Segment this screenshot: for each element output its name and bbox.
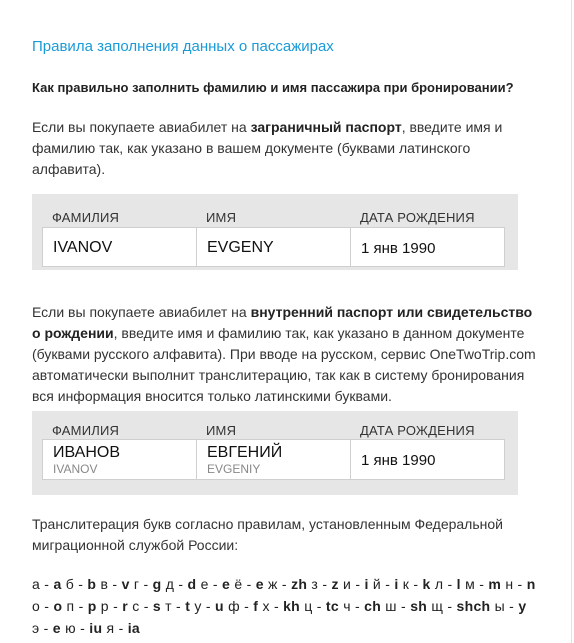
translit-cyrillic: п [66, 598, 75, 614]
translit-cyrillic: ы [494, 598, 505, 614]
translit-pair: н - n [505, 576, 536, 592]
cyrillic-name-sample [32, 411, 518, 495]
birthdate-cell [351, 440, 504, 479]
surname-latin-value: IVANOV [53, 462, 98, 476]
translit-pair: к - k [402, 576, 431, 592]
foreign-passport-paragraph: Если вы покупаете авиабилет на заграничный паспорт, введите имя и фамилию так, как указано в вашем документе (буквами латинского алфавита). [32, 119, 503, 177]
translit-cyrillic: р [100, 598, 109, 614]
translit-pair: с - s [132, 598, 161, 614]
translit-latin: v [121, 576, 130, 592]
surname-value: IVANOV [53, 239, 113, 256]
translit-pair: л - l [434, 576, 461, 592]
translit-pair: щ - shch [431, 598, 491, 614]
translit-latin: i [394, 576, 399, 592]
question-heading: Как правильно заполнить фамилию и имя пассажира при бронировании? [32, 80, 514, 95]
translit-latin: k [422, 576, 431, 592]
translit-latin: r [122, 598, 128, 614]
translit-latin: g [152, 576, 162, 592]
surname-cell [43, 440, 197, 479]
translit-cyrillic: я [106, 620, 115, 636]
sample-headers [32, 423, 518, 437]
translit-cyrillic: щ [431, 598, 444, 614]
surname-header: ФАМИЛИЯ [52, 210, 120, 225]
translit-cyrillic: е [200, 576, 209, 592]
translit-cyrillic: в [100, 576, 109, 592]
translit-latin: kh [283, 598, 301, 614]
translit-cyrillic: о [32, 598, 41, 614]
translit-cyrillic: д [165, 576, 175, 592]
translit-latin: f [253, 598, 259, 614]
translit-pair: п - p [66, 598, 97, 614]
birthdate-header: ДАТА РОЖДЕНИЯ [360, 210, 475, 225]
translit-pair: ч - ch [343, 598, 382, 614]
translit-cyrillic: ж [268, 576, 278, 592]
translit-latin: b [87, 576, 97, 592]
domestic-passport-paragraph: Если вы покупаете авиабилет на внутренний паспорт или свидетельство о рождении, введите имя и фамилию так, как указано в данном документе (буквами русского алфавита). При вводе на русском, сервис OneTwoTrip.com автоматически выполнит транслитерацию, так как в систему бронирования вся информация вносится только латинскими буквами. [32, 304, 536, 404]
translit-latin: o [53, 598, 63, 614]
foreign-passport-emphasis: заграничный паспорт [250, 119, 402, 135]
translit-cyrillic: а [32, 576, 41, 592]
translit-cyrillic: и [343, 576, 352, 592]
translit-cyrillic: т [165, 598, 172, 614]
birthdate-value: 1 янв 1990 [361, 452, 436, 469]
translit-latin: z [331, 576, 339, 592]
translit-cyrillic: л [434, 576, 444, 592]
name-cell [197, 440, 351, 479]
translit-latin: d [187, 576, 197, 592]
transliteration-table [32, 573, 542, 639]
translit-latin: e [222, 576, 231, 592]
translit-pair: е - e [200, 576, 231, 592]
translit-pair: ф - f [228, 598, 259, 614]
translit-latin: t [185, 598, 191, 614]
sample-cells [42, 227, 505, 267]
translit-pair: з - z [311, 576, 339, 592]
translit-pair: ш - sh [385, 598, 428, 614]
translit-pair: в - v [100, 576, 130, 592]
translit-pair: о - o [32, 598, 63, 614]
translit-cyrillic: б [65, 576, 75, 592]
translit-cyrillic: ф [228, 598, 240, 614]
translit-pair: я - ia [106, 620, 141, 636]
translit-latin: u [215, 598, 224, 614]
surname-header: ФАМИЛИЯ [52, 423, 120, 438]
name-latin-value: EVGENIY [207, 462, 261, 476]
translit-latin: sh [410, 598, 428, 614]
translit-pair: э - e [32, 620, 61, 636]
transliteration-intro: Транслитерация букв согласно правилам, установленным Федеральной миграционной службой России: [32, 516, 503, 553]
translit-pair: ё - e [234, 576, 264, 592]
translit-cyrillic: з [311, 576, 319, 592]
translit-cyrillic: ц [304, 598, 313, 614]
name-header: ИМЯ [206, 423, 237, 438]
translit-cyrillic: г [133, 576, 140, 592]
page-title: Правила заполнения данных о пассажирах [32, 38, 334, 55]
translit-cyrillic: й [372, 576, 382, 592]
translit-latin: n [526, 576, 536, 592]
birthdate-cell [351, 228, 504, 266]
translit-latin: e [52, 620, 61, 636]
translit-latin: tc [325, 598, 339, 614]
surname-cell [43, 228, 197, 266]
translit-cyrillic: ч [343, 598, 351, 614]
latin-name-sample [32, 194, 518, 270]
name-value: EVGENY [207, 239, 274, 256]
translit-latin: ch [364, 598, 382, 614]
translit-cyrillic: х [262, 598, 270, 614]
name-cell [197, 228, 351, 266]
translit-cyrillic: ш [385, 598, 397, 614]
translit-pair: д - d [165, 576, 197, 592]
translit-latin: a [53, 576, 62, 592]
name-header: ИМЯ [206, 210, 237, 225]
translit-cyrillic: ё [234, 576, 243, 592]
translit-cyrillic: с [132, 598, 140, 614]
translit-latin: iu [89, 620, 103, 636]
birthdate-header: ДАТА РОЖДЕНИЯ [360, 423, 475, 438]
translit-pair: ы - y [494, 598, 527, 614]
translit-pair: ц - tc [304, 598, 339, 614]
translit-latin: ia [127, 620, 141, 636]
translit-cyrillic: н [505, 576, 514, 592]
translit-cyrillic: у [194, 598, 202, 614]
translit-pair: х - kh [262, 598, 301, 614]
translit-latin: i [364, 576, 369, 592]
translit-latin: e [255, 576, 264, 592]
translit-pair: т - t [165, 598, 191, 614]
translit-latin: y [518, 598, 527, 614]
translit-pair: и - i [343, 576, 369, 592]
translit-cyrillic: м [465, 576, 476, 592]
translit-latin: m [488, 576, 502, 592]
translit-latin: zh [291, 576, 308, 592]
translit-latin: s [152, 598, 161, 614]
translit-pair: а - a [32, 576, 62, 592]
translit-pair: г - g [133, 576, 162, 592]
translit-cyrillic: э [32, 620, 40, 636]
translit-pair: ю - iu [65, 620, 103, 636]
birthdate-value: 1 янв 1990 [361, 240, 436, 257]
surname-value: ИВАНОВ [53, 444, 120, 461]
translit-cyrillic: к [402, 576, 410, 592]
translit-latin: l [456, 576, 461, 592]
translit-cyrillic: ю [65, 620, 76, 636]
name-value: ЕВГЕНИЙ [207, 444, 283, 461]
translit-pair: р - r [100, 598, 128, 614]
translit-latin: p [87, 598, 97, 614]
sample-headers [32, 210, 518, 224]
translit-pair: ж - zh [268, 576, 308, 592]
translit-pair: й - i [372, 576, 399, 592]
domestic-passport-emphasis: внутренний паспорт или свидетельство о рождении [32, 304, 533, 341]
sample-cells [42, 439, 505, 480]
translit-pair: у - u [194, 598, 224, 614]
translit-pair: м - m [465, 576, 502, 592]
translit-pair: б - b [65, 576, 97, 592]
translit-latin: shch [456, 598, 491, 614]
